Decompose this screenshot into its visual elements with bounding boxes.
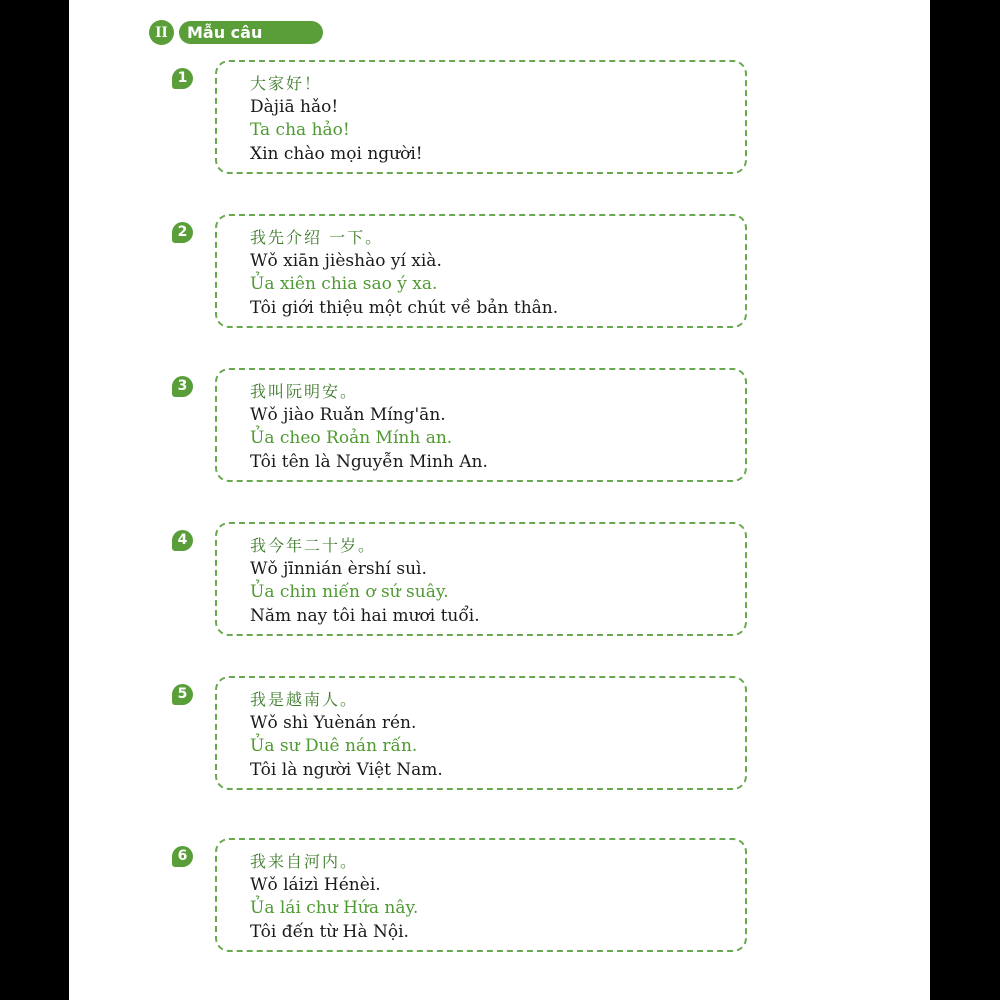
chinese-text: 我来自河内。: [250, 852, 359, 871]
sentence-item: [69, 530, 930, 650]
sentence-number-bubble: 1: [172, 68, 193, 89]
vietnamese-translation: Tôi tên là Nguyễn Minh An.: [250, 451, 488, 472]
vietnamese-translation: Năm nay tôi hai mươi tuổi.: [250, 605, 480, 626]
sentence-item: [69, 684, 930, 804]
sentence-card: [215, 368, 747, 482]
section-title: Mẫu câu: [179, 21, 323, 44]
pinyin-text: Wǒ xiān jièshào yí xià.: [250, 250, 442, 271]
pinyin-text: Wǒ láizì Hénèi.: [250, 874, 381, 895]
sentence-number-bubble: 6: [172, 846, 193, 867]
pinyin-text: Dàjiā hǎo!: [250, 96, 339, 117]
sentence-item: [69, 68, 930, 188]
sentence-card: [215, 214, 747, 328]
vietnamese-translation: Xin chào mọi người!: [250, 143, 423, 164]
sentence-number-bubble: 3: [172, 376, 193, 397]
phonetic-text: Ủa chin niến ơ sứ suây.: [250, 582, 449, 602]
sentence-card: [215, 522, 747, 636]
vietnamese-translation: Tôi là người Việt Nam.: [250, 759, 443, 780]
chinese-text: 我先介绍 一下。: [250, 228, 384, 247]
pinyin-text: Wǒ jīnnián èrshí suì.: [250, 558, 427, 579]
chinese-text: 我今年二十岁。: [250, 536, 377, 555]
sentence-number-bubble: 2: [172, 222, 193, 243]
sentence-number-bubble: 5: [172, 684, 193, 705]
chinese-text: 我叫阮明安。: [250, 382, 359, 401]
pinyin-text: Wǒ shì Yuènán rén.: [250, 712, 417, 733]
phonetic-text: Ủa xiên chia sao ý xa.: [250, 274, 438, 294]
sentence-card: [215, 838, 747, 952]
vietnamese-translation: Tôi giới thiệu một chút về bản thân.: [250, 297, 559, 318]
chinese-text: 我是越南人。: [250, 690, 359, 709]
sentence-item: [69, 846, 930, 966]
sentence-card: [215, 60, 747, 174]
phonetic-text: Ủa lái chư Hứa nây.: [250, 898, 419, 918]
phonetic-text: Ủa sư Duê nán rấn.: [250, 736, 418, 756]
phonetic-text: Ta cha hảo!: [250, 120, 350, 140]
sentence-item: [69, 376, 930, 496]
sentence-card: [215, 676, 747, 790]
chinese-text: 大家好！: [250, 74, 323, 93]
phonetic-text: Ủa cheo Roản Mính an.: [250, 428, 453, 448]
sentence-item: [69, 222, 930, 342]
page: [69, 0, 930, 1000]
vietnamese-translation: Tôi đến từ Hà Nội.: [250, 921, 409, 942]
section-number-badge: II: [149, 20, 174, 45]
sentence-number-bubble: 4: [172, 530, 193, 551]
pinyin-text: Wǒ jiào Ruǎn Míng'ān.: [250, 404, 446, 425]
